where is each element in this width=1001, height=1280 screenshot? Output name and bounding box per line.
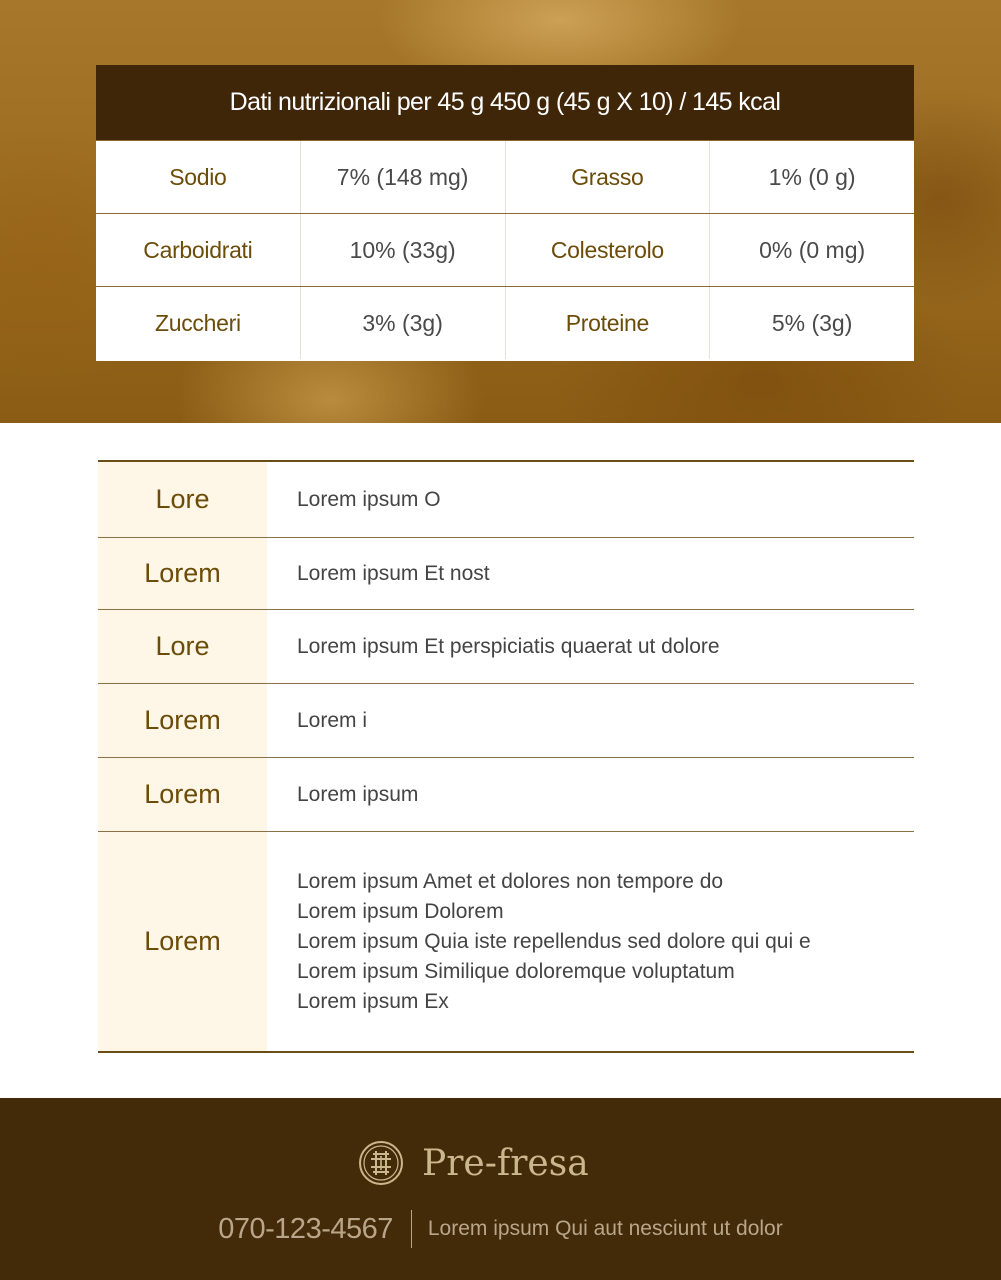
product-info-table xyxy=(98,460,914,1053)
knot-emblem-icon xyxy=(358,1140,404,1186)
nutrient-value: 7% (148 mg) xyxy=(300,141,505,213)
nutrition-title: Dati nutrizionali per 45 g 450 g (45 g X 10) / 145 kcal xyxy=(96,65,914,140)
info-value xyxy=(267,684,914,757)
info-line: Lorem ipsum O xyxy=(297,487,441,511)
info-key: Lorem xyxy=(98,832,267,1051)
info-key: Lorem xyxy=(98,758,267,831)
info-key: Lorem xyxy=(98,684,267,757)
brand-logo xyxy=(358,1136,589,1190)
divider xyxy=(411,1210,412,1248)
info-key: Lore xyxy=(98,462,267,537)
nutrient-label: Grasso xyxy=(505,141,710,213)
info-value xyxy=(267,610,914,683)
info-value xyxy=(267,758,914,831)
info-row xyxy=(98,757,914,831)
info-line: Lorem i xyxy=(297,708,368,732)
nutrient-label: Zuccheri xyxy=(154,309,241,336)
info-line: Lorem ipsum Quia iste repellendus sed dolore qui qui e xyxy=(297,929,811,953)
nutrition-row xyxy=(96,140,914,213)
info-key: Lore xyxy=(98,610,267,683)
info-row xyxy=(98,537,914,609)
info-line: Lorem ipsum Ex xyxy=(297,989,449,1013)
brand-name: Pre-fresa xyxy=(422,1142,589,1184)
info-row xyxy=(98,683,914,757)
info-row xyxy=(98,609,914,683)
info-value xyxy=(267,832,914,1051)
info-value xyxy=(267,462,914,537)
info-row xyxy=(98,831,914,1051)
contact-bar xyxy=(0,1208,1001,1250)
nutrition-row xyxy=(96,213,914,286)
info-line: Lorem ipsum Et nost xyxy=(297,561,490,585)
phone-number[interactable]: 070-123-4567 xyxy=(218,1212,393,1245)
info-line: Lorem ipsum xyxy=(297,782,419,806)
info-line: Lorem ipsum Similique doloremque voluptatum xyxy=(297,959,735,983)
info-row xyxy=(98,462,914,537)
info-key: Lorem xyxy=(98,538,267,609)
nutrient-value: 0% (0 mg) xyxy=(709,214,914,286)
footer xyxy=(0,1098,1001,1280)
nutrient-value: 10% (33g) xyxy=(300,214,505,286)
nutrient-value: 5% (3g) xyxy=(709,287,914,359)
hero-banner xyxy=(0,0,1001,423)
nutrient-label: Colesterolo xyxy=(505,214,710,286)
nutrient-value: 3% (3g) xyxy=(300,287,505,359)
info-line: Lorem ipsum Et perspiciatis quaerat ut dolore xyxy=(297,634,720,658)
nutrient-label: Proteine xyxy=(505,287,710,359)
nutrient-label: Carboidrati xyxy=(143,236,253,263)
nutrient-label: Sodio xyxy=(169,163,227,190)
tagline: Lorem ipsum Qui aut nesciunt ut dolor xyxy=(427,1217,783,1240)
nutrition-row xyxy=(96,286,914,359)
nutrient-value: 1% (0 g) xyxy=(709,141,914,213)
info-line: Lorem ipsum Amet et dolores non tempore do xyxy=(297,869,724,893)
info-line: Lorem ipsum Dolorem xyxy=(297,899,504,923)
info-value xyxy=(267,538,914,609)
nutrition-table xyxy=(96,65,914,361)
